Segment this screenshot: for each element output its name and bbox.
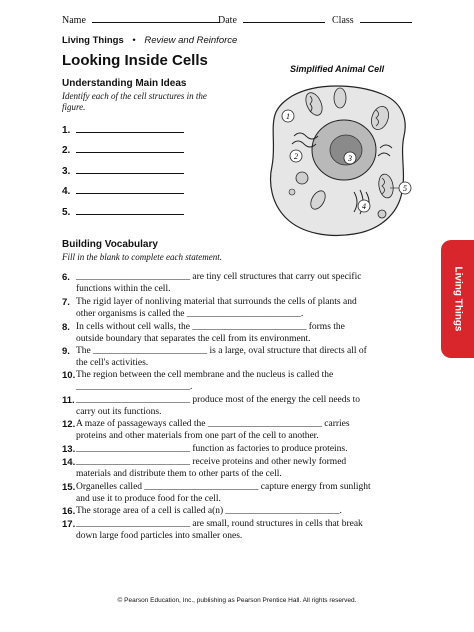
question-text: A maze of passageways called the ________________________ carries proteins and other materials from one part of the cell to another. (76, 419, 350, 441)
figure-title: Simplified Animal Cell (290, 64, 385, 74)
class-field-row (332, 15, 412, 26)
question-number: 6. (62, 272, 70, 283)
question-17[interactable] (62, 519, 372, 542)
question-16[interactable] (62, 506, 372, 518)
question-text: In cells without cell walls, the ________________________ forms the outside boundary that separates the cell from its environment. (76, 322, 345, 344)
vocabulary-instructions: Fill in the blank to complete each statement. (62, 252, 222, 262)
figure-label-1: 1 (286, 112, 290, 121)
question-number: 8. (62, 322, 70, 333)
figure-label-2: 2 (294, 152, 298, 161)
question-number: 7. (62, 297, 70, 308)
question-number: 12. (62, 419, 76, 430)
vocabulary-heading: Building Vocabulary (62, 239, 158, 250)
question-number: 11. (62, 395, 75, 406)
question-text: ________________________ are tiny cell structures that carry out specific functions within the cell. (76, 272, 362, 294)
question-number: 14. (62, 457, 76, 468)
answer-number: 1. (62, 125, 71, 136)
question-text: ________________________ produce most of the energy the cell needs to carry out its functions. (76, 395, 360, 417)
question-text: ________________________ function as factories to produce proteins. (76, 444, 348, 454)
animal-cell-figure (262, 74, 422, 244)
name-field-row (62, 15, 220, 26)
question-text: ________________________ receive proteins and other newly formed materials and distribute them to other parts of the cell. (76, 457, 347, 479)
name-label: Name (62, 15, 86, 26)
question-13[interactable] (62, 444, 372, 456)
subtitle-section: Living Things (62, 35, 124, 46)
question-number: 15. (62, 482, 76, 493)
figure-label-3: 3 (348, 154, 352, 163)
date-field-row (218, 15, 325, 26)
question-6[interactable] (62, 272, 372, 295)
copyright-footer: © Pearson Education, Inc., publishing as Pearson Prentice Hall. All rights reserved. (117, 597, 357, 604)
question-number: 17. (62, 519, 76, 530)
answer-number: 3. (62, 166, 71, 177)
answer-line-1[interactable] (62, 123, 184, 136)
main-ideas-instructions: Identify each of the cell structures in the figure. (62, 91, 207, 112)
side-tab-label: Living Things (452, 266, 463, 332)
side-tab (441, 240, 474, 358)
question-14[interactable] (62, 457, 372, 480)
date-label: Date (218, 15, 237, 26)
question-text: The ________________________ is a large, oval structure that directs all of the cell's activities. (76, 346, 367, 368)
class-field[interactable] (360, 22, 412, 23)
question-text: Organelles called ________________________ capture energy from sunlight and use it to produce food for the cell. (76, 482, 371, 504)
answer-number: 5. (62, 207, 71, 218)
question-text: The region between the cell membrane and the nucleus is called the ________________________. (76, 370, 334, 392)
question-7[interactable] (62, 297, 372, 320)
question-15[interactable] (62, 482, 372, 505)
subtitle-bullet: • (132, 35, 136, 46)
answer-line-3[interactable] (62, 164, 184, 177)
date-field[interactable] (243, 22, 325, 23)
question-number: 16. (62, 506, 76, 517)
subtitle-type: Review and Reinforce (144, 35, 238, 46)
worksheet-subtitle (62, 35, 237, 46)
question-text: The rigid layer of nonliving material that surrounds the cells of plants and other organisms is called the ________________________. (76, 297, 357, 319)
question-9[interactable] (62, 346, 372, 369)
figure-label-4: 4 (362, 202, 366, 211)
question-10[interactable] (62, 370, 372, 393)
question-text: The storage area of a cell is called a(n) ________________________. (76, 506, 342, 516)
answer-line-2[interactable] (62, 143, 184, 156)
question-8[interactable] (62, 322, 372, 345)
answer-line-5[interactable] (62, 205, 184, 218)
question-number: 9. (62, 346, 70, 357)
answer-number: 4. (62, 186, 71, 197)
answer-number: 2. (62, 145, 71, 156)
question-11[interactable] (62, 395, 372, 418)
question-12[interactable] (62, 419, 372, 442)
main-ideas-heading: Understanding Main Ideas (62, 78, 187, 89)
question-number: 10. (62, 370, 76, 381)
class-label: Class (332, 15, 354, 26)
question-number: 13. (62, 444, 76, 455)
question-text: ________________________ are small, round structures in cells that break down large food particles into smaller ones. (76, 519, 363, 541)
name-field[interactable] (92, 22, 220, 23)
figure-label-5: 5 (403, 184, 407, 193)
answer-line-4[interactable] (62, 184, 184, 197)
page-title: Looking Inside Cells (62, 52, 208, 69)
